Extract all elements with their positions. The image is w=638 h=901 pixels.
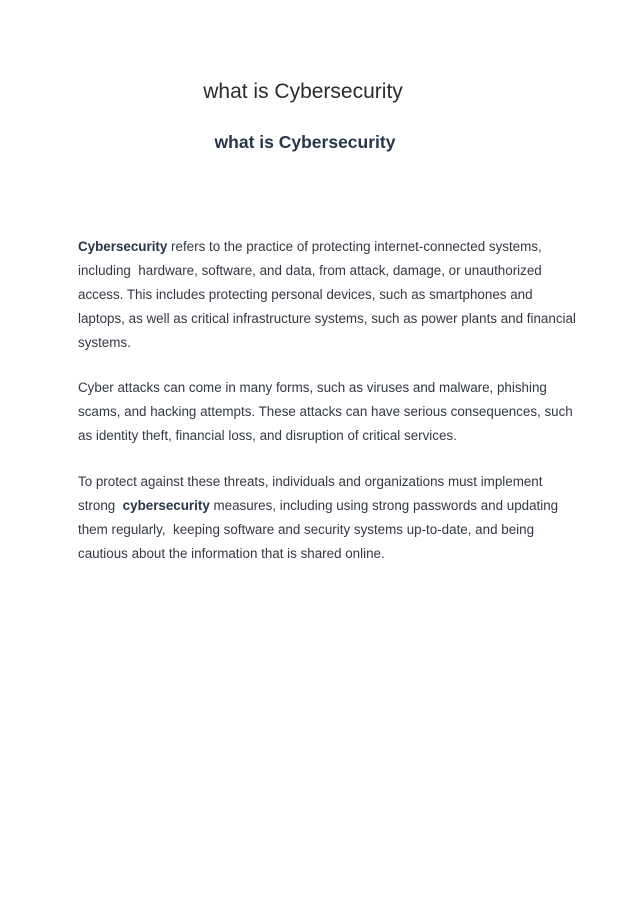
paragraph-line: systems. (78, 335, 131, 350)
paragraph-line (78, 235, 563, 259)
text-run: measures, including using strong passwords and updating (209, 498, 559, 513)
paragraph-line: To protect against these threats, individuals and organizations must implement (78, 474, 543, 489)
section-heading: what is Cybersecurity (214, 132, 396, 152)
keyword-cybersecurity: cybersecurity (122, 498, 210, 513)
document-title: what is Cybersecurity (203, 80, 403, 103)
paragraph-line: cautious about the information that is shared online. (78, 546, 385, 561)
paragraph-definition (78, 235, 576, 355)
paragraph-protection (78, 470, 563, 566)
paragraph-attacks (78, 376, 573, 448)
text-run: strong (78, 498, 123, 513)
paragraph-line: scams, and hacking attempts. These attacks can have serious consequences, such (78, 404, 573, 419)
paragraph-line: including hardware, software, and data, from attack, damage, or unauthorized (78, 263, 542, 278)
paragraph-line: laptops, as well as critical infrastructure systems, such as power plants and financial (78, 311, 576, 326)
paragraph-line: them regularly, keeping software and security systems up-to-date, and being (78, 522, 535, 537)
paragraph-line: as identity theft, financial loss, and disruption of critical services. (78, 428, 457, 443)
paragraph-line: access. This includes protecting personal devices, such as smartphones and (78, 287, 533, 302)
paragraph-line: Cyber attacks can come in many forms, such as viruses and malware, phishing (78, 380, 547, 395)
paragraph-line (78, 494, 563, 518)
text-run: refers to the practice of protecting internet-connected systems, (167, 239, 542, 254)
keyword-cybersecurity: Cybersecurity (78, 239, 168, 254)
